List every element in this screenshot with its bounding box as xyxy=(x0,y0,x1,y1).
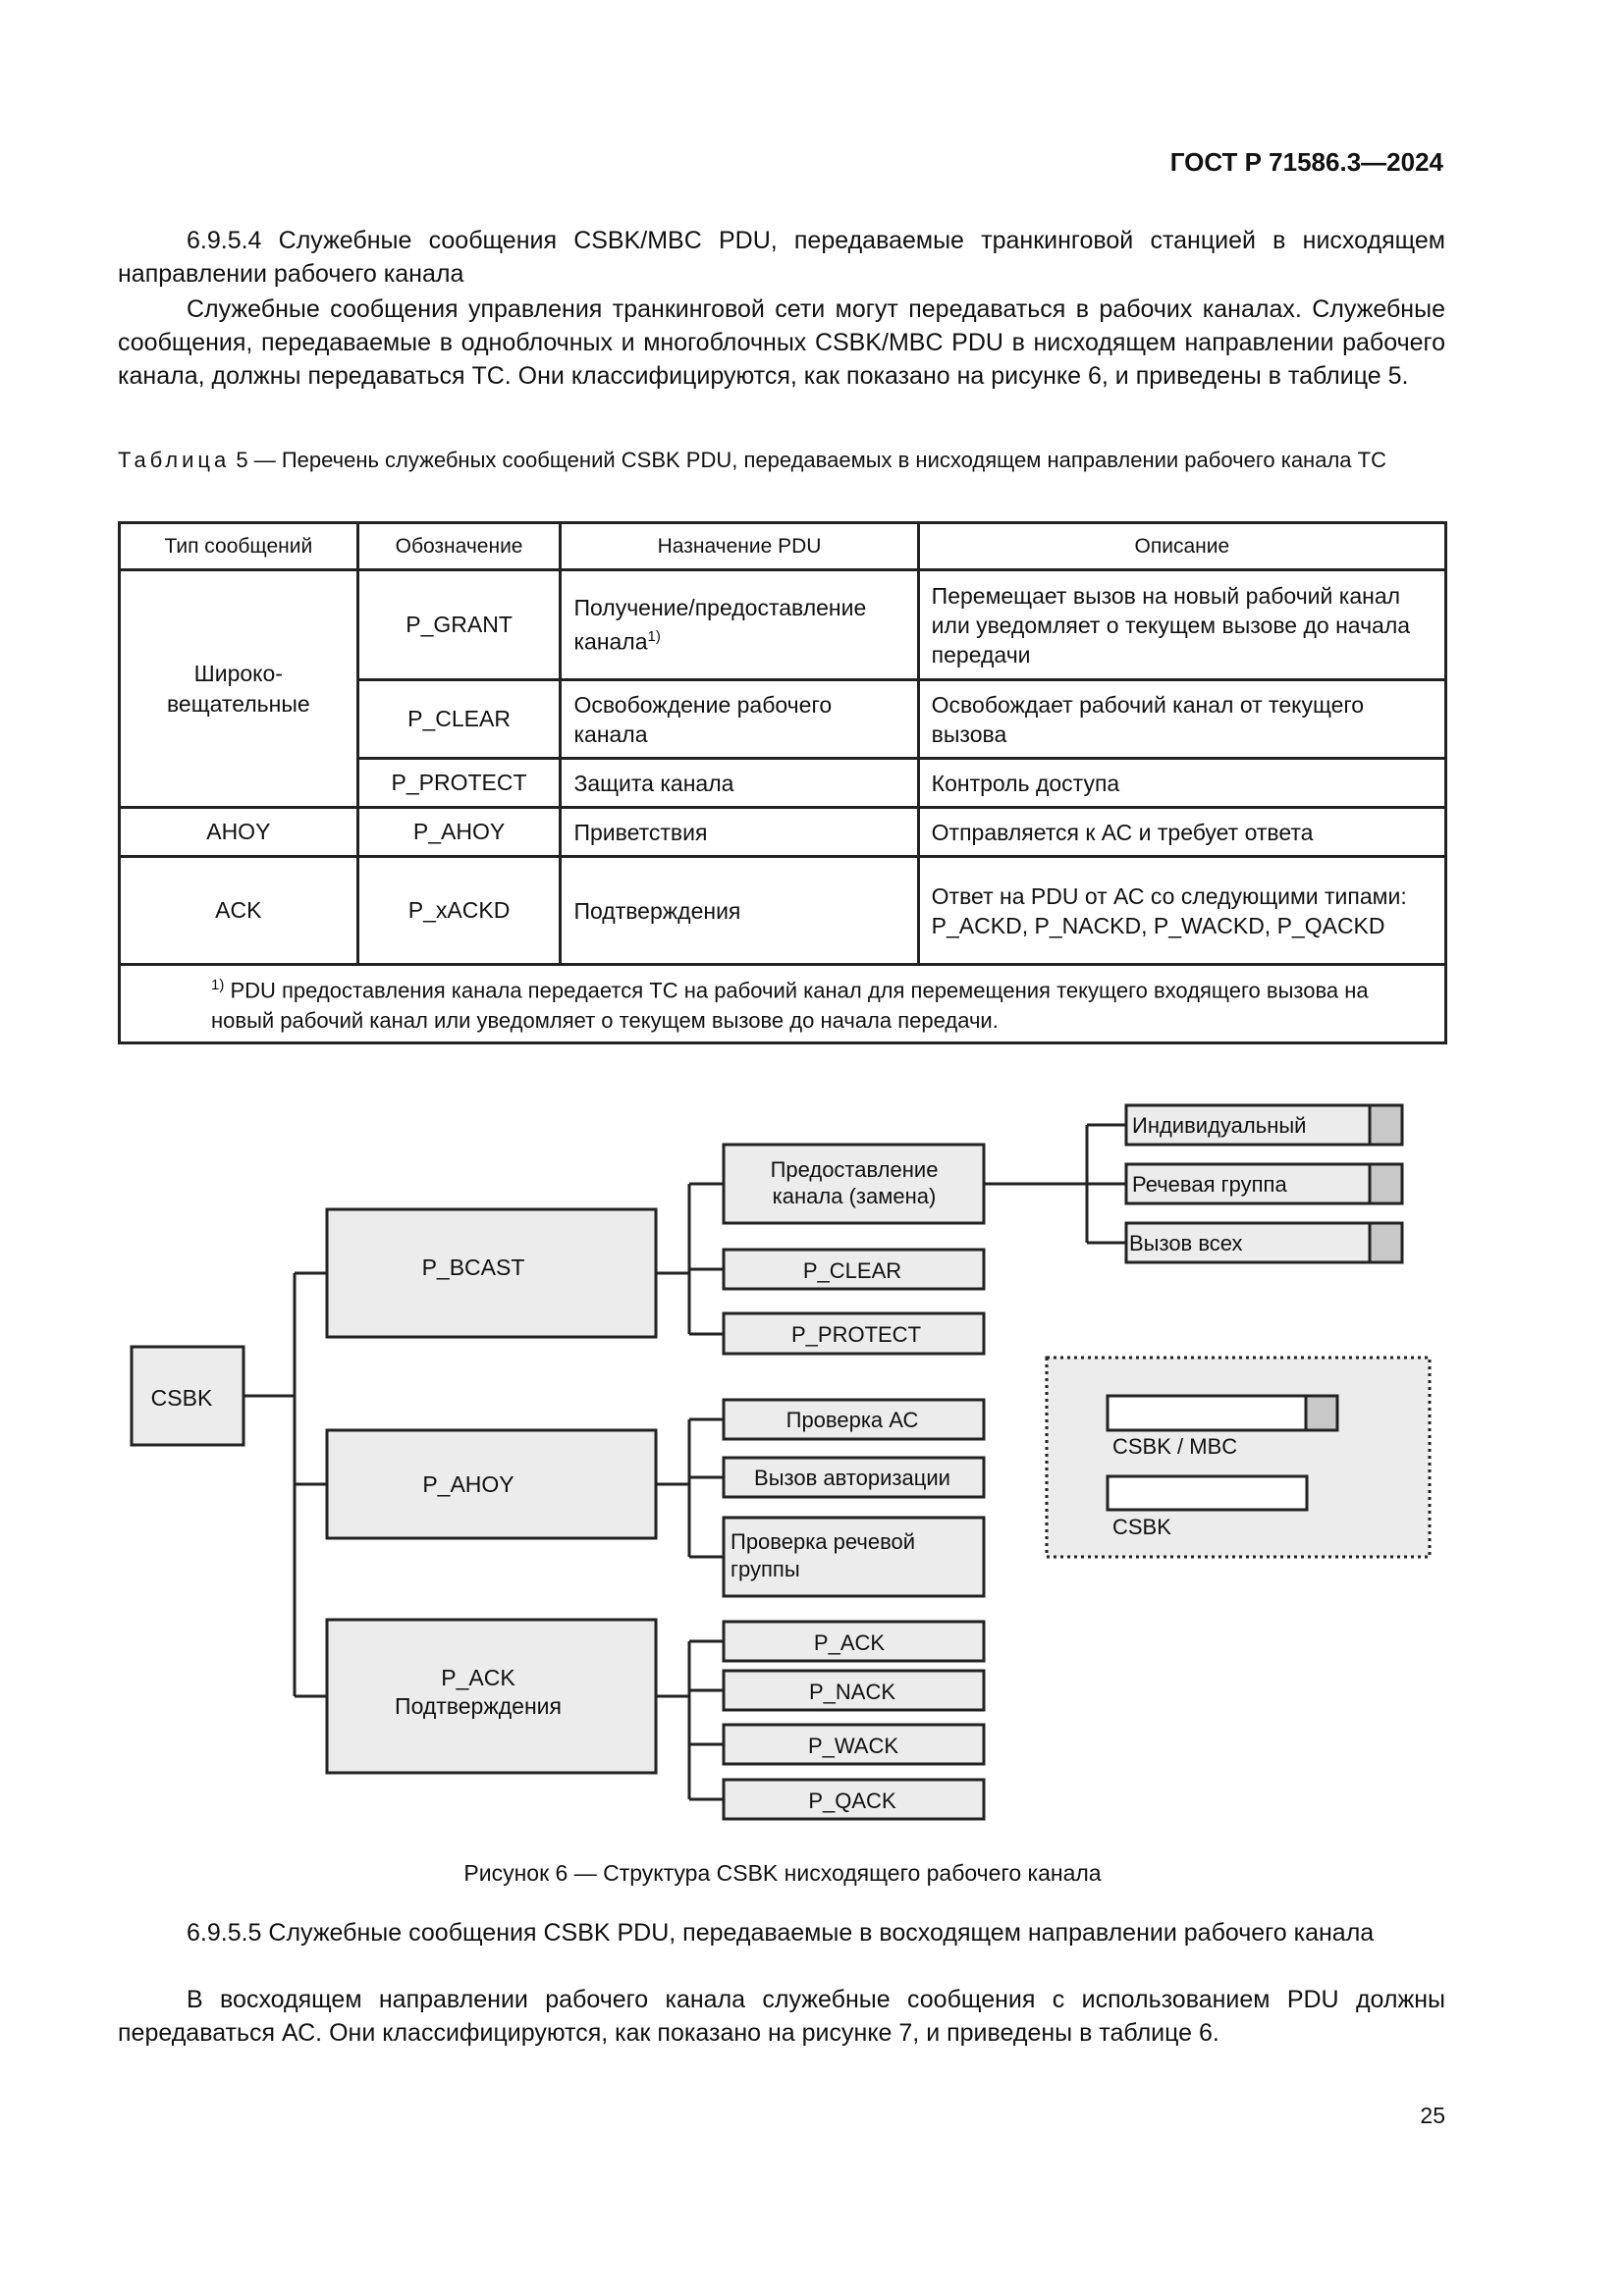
section-6955-heading: 6.9.5.5 Служебные сообщения CSBK PDU, передаваемые в восходящем направлении рабочего канала xyxy=(187,1919,1375,1947)
individual-label: Индивидуальный xyxy=(1132,1113,1307,1138)
grant-label-line1: Предоставление xyxy=(770,1157,939,1182)
section-6955-body: В восходящем направлении рабочего канала служебные сообщения с использованием PDU должны передаваться АС. Они классифицируются, как показано на рисунке 7, и приведены в таблице 6. xyxy=(118,1986,1445,2047)
type-cell: Широко- вещательные xyxy=(120,570,358,808)
type-cell: ACK xyxy=(120,857,358,965)
table-caption-text: 5 — Перечень служебных сообщений CSBK PDU, передаваемых в нисходящем направлении рабочего канала ТС xyxy=(230,448,1386,472)
allcall-label: Вызов всех xyxy=(1129,1231,1243,1255)
talkgroup-label: Речевая группа xyxy=(1132,1172,1287,1197)
legend-mbc-marker xyxy=(1306,1396,1337,1430)
p-ahoy-label: P_AHOY xyxy=(422,1471,514,1497)
grant-label-line2: канала (замена) xyxy=(772,1184,937,1208)
mbc-marker xyxy=(1370,1164,1402,1203)
table-header-cell: Назначение PDU xyxy=(561,523,918,570)
p-protect-label: P_PROTECT xyxy=(790,1322,922,1347)
purpose-cell: Освобождение рабочего канала xyxy=(561,680,918,759)
p-ack-label: P_ACK xyxy=(441,1665,515,1690)
page-number: 25 xyxy=(1420,2103,1445,2128)
description-cell: Контроль доступа xyxy=(918,759,1445,808)
figure-caption: Рисунок 6 — Структура CSBK нисходящего рабочего канала xyxy=(463,1860,1102,1886)
type-cell: AHOY xyxy=(120,808,358,857)
p-ack-item-label: P_ACK xyxy=(813,1630,886,1655)
p-wack-label: P_WACK xyxy=(807,1734,899,1758)
legend-mbc-swatch xyxy=(1108,1396,1337,1430)
table-header-cell: Описание xyxy=(918,523,1445,570)
tg-check-label-line2: группы xyxy=(731,1557,800,1581)
purpose-cell: Подтверждения xyxy=(561,857,918,965)
section-6954-body: Служебные сообщения управления транкинговой сети могут передаваться в рабочих каналах. Служебные сообщения, передаваемые в одноблочных и многоблочных CSBK/MBC PDU в нисходящем направлении рабочего канала, должны передаваться ТС. Они классифицируются, как показано на рисунке 6, и приведены в таблице 5. xyxy=(118,295,1445,390)
section-6954-heading: 6.9.5.4 Служебные сообщения CSBK/MBC PDU, передаваемые транкинговой станцией в нисходящем направлении рабочего канала xyxy=(118,227,1445,288)
tg-check-label-line1: Проверка речевой xyxy=(731,1529,916,1554)
footnote-mark: 1) xyxy=(211,977,225,993)
code-cell: P_xACKD xyxy=(357,857,561,965)
description-cell: Ответ на PDU от АС со следующими типами: P_ACKD, P_NACKD, P_WACKD, P_QACKD xyxy=(918,857,1445,965)
purpose-text: Получение/предоставление канала xyxy=(573,595,867,655)
p-ack-sublabel: Подтверждения xyxy=(395,1693,562,1719)
code-cell: P_PROTECT xyxy=(357,759,561,808)
legend-csbk-swatch xyxy=(1108,1476,1307,1510)
legend-mbc-label: CSBK / MBC xyxy=(1112,1434,1238,1459)
description-cell: Перемещает вызов на новый рабочий канал или уведомляет о текущем вызове до начала передачи xyxy=(918,570,1445,680)
ms-check-label: Проверка АС xyxy=(785,1408,919,1432)
legend-box xyxy=(1047,1358,1430,1557)
csbk-root-label: CSBK xyxy=(150,1385,213,1411)
p-clear-label: P_CLEAR xyxy=(802,1258,902,1283)
code-cell: P_CLEAR xyxy=(357,680,561,759)
description-cell: Отправляется к АС и требует ответа xyxy=(918,808,1445,857)
document-header: ГОСТ Р 71586.3—2024 xyxy=(1169,147,1443,177)
p-bcast-label: P_BCAST xyxy=(421,1255,525,1280)
mbc-marker xyxy=(1370,1223,1402,1262)
footnote-text: PDU предоставления канала передается ТС на рабочий канал для перемещения текущего входящего вызова на новый рабочий канал или уведомляет о текущем вызове до начала передачи. xyxy=(211,978,1369,1034)
footnote-ref: 1) xyxy=(647,628,661,646)
purpose-cell: Защита канала xyxy=(561,759,918,808)
p-nack-label: P_NACK xyxy=(808,1680,896,1704)
legend-csbk-label: CSBK xyxy=(1112,1515,1171,1539)
table-header-cell: Тип сообщений xyxy=(120,523,358,570)
code-cell: P_AHOY xyxy=(357,808,561,857)
table-caption-word: Таблица xyxy=(118,448,231,472)
auth-call-label: Вызов авторизации xyxy=(754,1466,950,1490)
table-header-cell: Обозначение xyxy=(357,523,561,570)
code-cell: P_GRANT xyxy=(357,570,561,680)
p-qack-label: P_QACK xyxy=(808,1789,896,1813)
purpose-cell: Приветствия xyxy=(561,808,918,857)
description-cell: Освобождает рабочий канал от текущего вызова xyxy=(918,680,1445,759)
mbc-marker xyxy=(1370,1105,1402,1145)
